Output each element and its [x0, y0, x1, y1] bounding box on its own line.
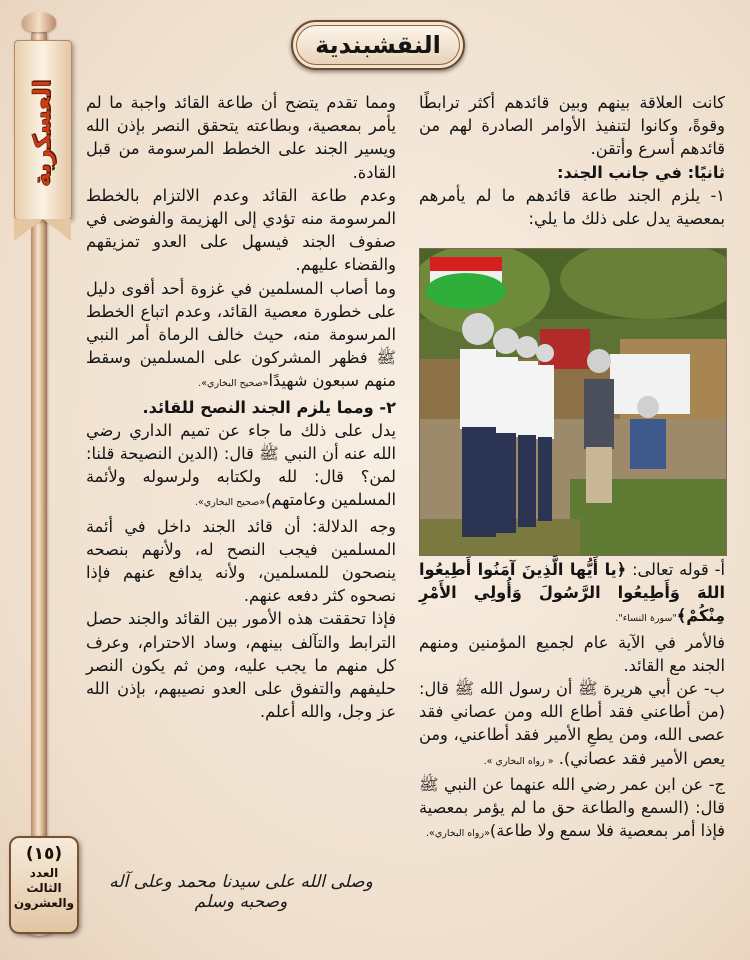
section-label: العسكرية — [28, 79, 56, 187]
magazine-title: النقشبندية — [315, 31, 441, 59]
paragraph-uhud — [86, 277, 396, 396]
right-column-bottom — [419, 558, 725, 845]
paragraph: ١- يلزم الجند طاعة قائدهم ما لم يأمرهم بمعصية يدل على ذلك ما يلي: — [419, 185, 725, 229]
logo-emblem — [426, 257, 506, 309]
evidence-a — [419, 558, 725, 631]
subheading: ثانيًا: في جانب الجند: — [557, 162, 725, 182]
paragraph: وجه الدلالة: أن قائد الجند داخل في أئمة المسلمين فيجب النصح له، ولأنهم بنصحه ينصحون للمسلمين، ولأنه يدافع عنهم فإذا نصحوه كثر دفعه عنهم. — [86, 516, 396, 606]
right-column-top — [419, 91, 725, 230]
hadith-b-reference: « رواه البخاري ». — [483, 755, 554, 767]
uhud-text: وما أصاب المسلمين في غزوة أحد أقوى دليل على خطورة معصية القائد، وعدم اتباع الخطط المرسومة منه، حيث خالف الرماة أمر النبي ﷺ فظهر المشركون على المسلمين وسقط منهم سبعون شهيدًا — [86, 278, 396, 391]
paragraph: فالأمر في الآية عام لجميع المؤمنين ومنهم الجند مع القائد. — [419, 632, 725, 675]
page-number-plate — [9, 836, 79, 934]
hadith-b: ب- عن أبي هريرة ﷺ أن رسول الله ﷺ قال: (من أطاعني فقد أطاع الله ومن عصاني فقد عصى الله، ومن يطعِ الأمير فقد أطاعني، ومن يعص الأمير فقد عصاني). — [419, 679, 725, 768]
hadith-c-reference: «رواه البخاري». — [426, 828, 490, 840]
paragraph: كانت العلاقة بينهم وبين قائدهم أكثر ترابطًا وقوةً، وكانوا لتنفيذ الأوامر الصادرة لهم من قائدهم أسرع وأتقن. — [419, 93, 725, 159]
evidence-b — [419, 677, 725, 773]
left-column — [86, 91, 396, 723]
article-photo — [419, 248, 727, 556]
evidence-a-intro: أ- قوله تعالى: — [626, 560, 725, 579]
header-badge — [291, 20, 465, 70]
uhud-reference: «صحيح البخاري». — [198, 378, 269, 390]
verse-reference: "سورة النساء". — [615, 613, 677, 625]
naseeha-text: يدل على ذلك ما جاء عن تميم الداري رضي الله عنه أن النبي ﷺ قال: (الدين النصيحة قلنا: لمن؟ قال: لله ولكتابه ولرسوله ولأئمة المسلمين وعامتهم) — [86, 420, 396, 510]
subheading: ٢- ومما يلزم الجند النصح للقائد. — [142, 397, 396, 417]
issue-label — [11, 866, 77, 911]
issue-line: الثالث — [26, 881, 62, 895]
paragraph-naseeha — [86, 419, 396, 515]
issue-line: والعشرون — [13, 896, 75, 910]
paragraph: فإذا تحققت هذه الأمور بين القائد والجند حصل الترابط والتآلف بينهم، وساد الاحترام، وعرف كل منهم ما يجب عليه، ومن ثم يكون النصر حليفهم والتفوق على العدو نصيبهم، بإذن الله عز وجل، والله أعلم. — [86, 609, 396, 722]
closing-calligraphy: وصلى الله على سيدنا محمد وعلى آله وصحبه وسلم — [109, 872, 373, 912]
page-number: (١٥) — [25, 844, 63, 864]
evidence-c — [419, 773, 725, 846]
scroll-rod-top-cap — [22, 12, 56, 32]
quran-verse: ﴿يا أَيُّها الَّذِينَ آمَنُوا أَطِيعُوا اللهَ وَأَطِيعُوا الرَّسُولَ وَأُولِي الأَمْرِ مِنْكُمْ﴾ — [419, 560, 725, 626]
issue-line: العدد — [29, 866, 59, 880]
paragraph: وعدم طاعة القائد وعدم الالتزام بالخطط المرسومة منه تؤدي إلى الهزيمة والفوضى في صفوف الجند فيسهل على العدو تمزيقهم والقضاء عليهم. — [86, 185, 396, 275]
paragraph: ومما تقدم يتضح أن طاعة القائد واجبة ما لم يأمر بمعصية، وبطاعته يتحقق النصر بإذن الله ويسير الجند على الخطط المرسومة من قبل القادة. — [86, 93, 396, 182]
hadith-c: ج- عن ابن عمر رضي الله عنهما عن النبي ﷺ قال: (السمع والطاعة حق ما لم يؤمر بمعصية فإذا أمر بمعصية فلا سمع ولا طاعة) — [419, 774, 725, 841]
naseeha-reference: «صحيح البخاري». — [194, 497, 266, 509]
photo-illustration — [420, 249, 726, 555]
